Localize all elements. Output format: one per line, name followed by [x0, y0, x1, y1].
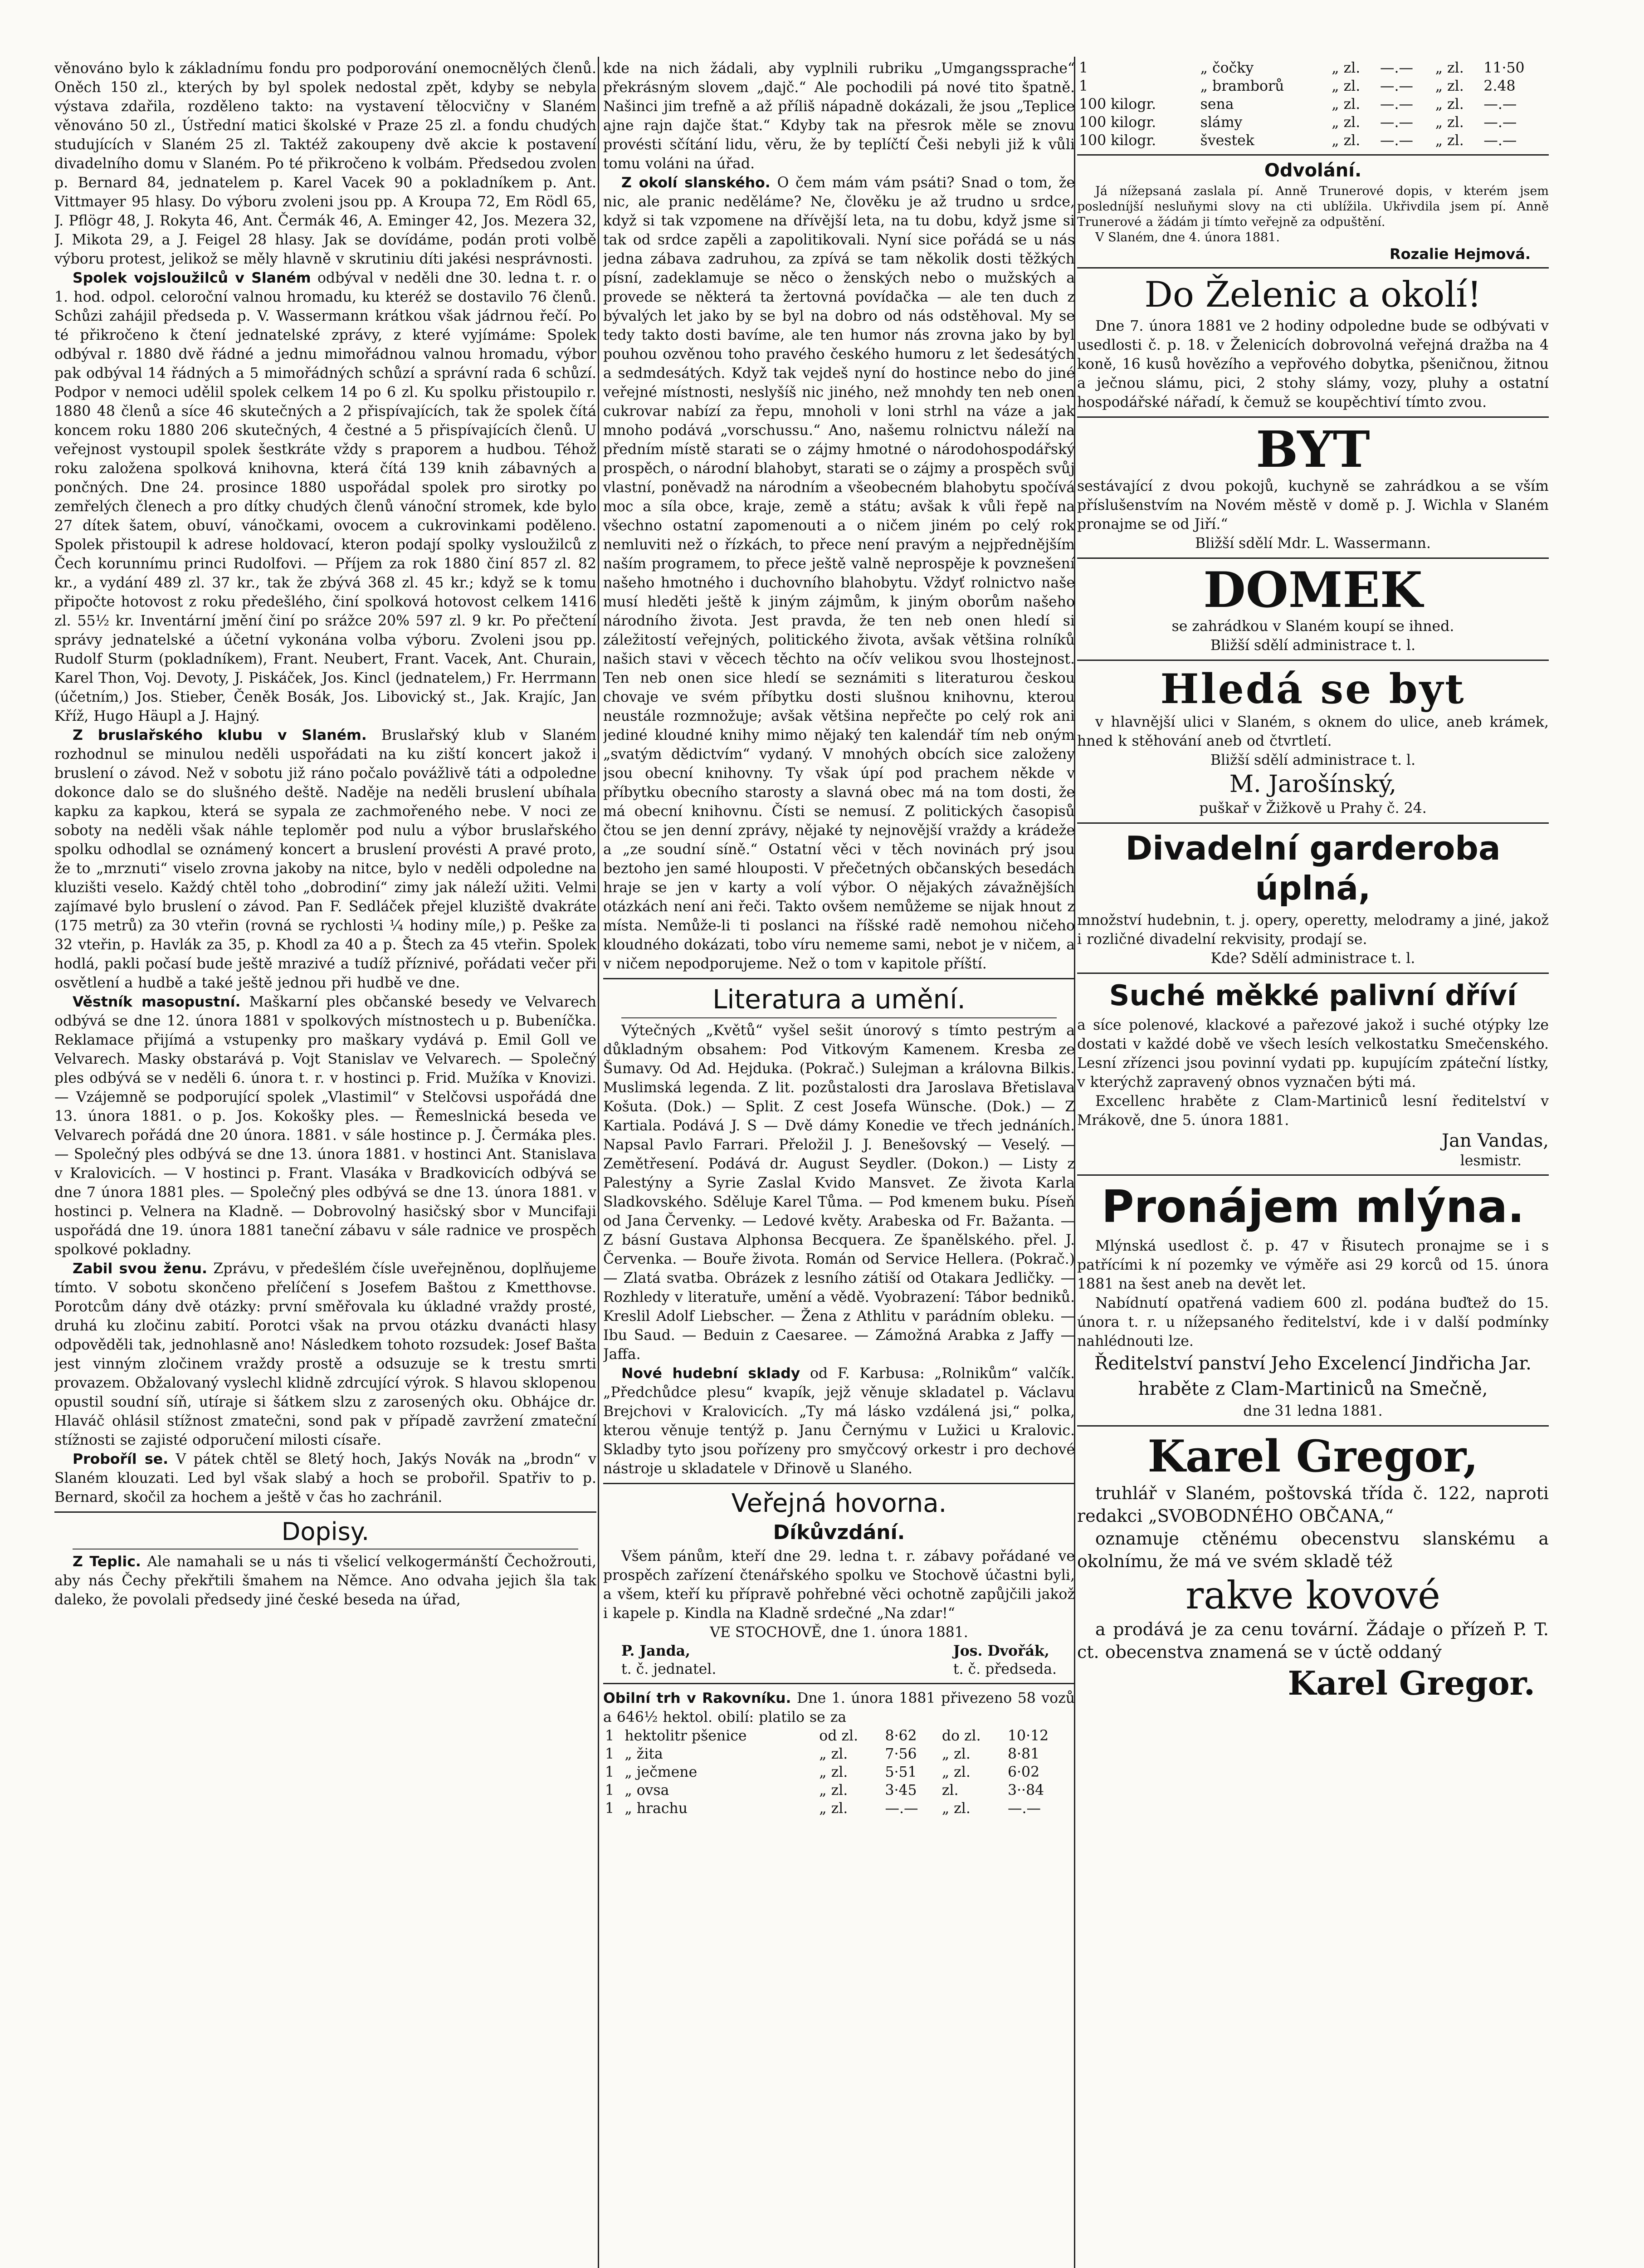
cell: „ bramborů [1200, 78, 1284, 94]
ad-gregor-heading: Karel Gregor, [1147, 1431, 1478, 1482]
article-music [603, 1364, 1075, 1478]
cell: hektolitr pšenice [624, 1728, 747, 1744]
ad-zelenice-body: Dne 7. února 1881 ve 2 hodiny odpoledne bude se odbývati v usedlosti č. p. 18. v Želenicích dobrovolná veřejná dražba na 4 koně, 16 kusů hovězího a vepřového dobytka, pšeničnou, žitnou a ječnou slámu, pici, 2 stohy slámy, vozy, pluhy a ostatní hospodářské nářadí, k čemuž se koupěchtiví tímto zvou. [1077, 318, 1549, 411]
article-teplice-cont: kde na nich žádali, aby vyplnili rubriku „Umgangssprache“ překrásným slovem „dajč.“ Ale pochodili pá nové tito špatně. Našinci jim trefně a až příliš nápadně dokázali, že jsou „Teplice ajne rajn dajče štat.“ Kdyby tak na přesrok měle se znovu provésti sčítání lidu, věru, že by teplíčtí Češi nebyli již k vůli tomu voláni na úřad. [603, 60, 1075, 172]
ad-seeking-contact: Bližší sdělí administrace t. l. [1210, 752, 1416, 768]
cell: 100 kilogr. [1079, 132, 1156, 149]
signer-2-role: t. č. předseda. [953, 1661, 1057, 1677]
article-murder-heading: Zabil svou ženu. [73, 1261, 207, 1277]
cell: „ zl. [819, 1764, 848, 1780]
cell: 2.48 [1483, 78, 1516, 94]
article-exhibition: věnováno bylo k základnímu fondu pro podporování onemocnělých členů. Oněch 150 zl., kterých by byl spolek nedostal zpět, kdyby se nebyla výstava zdařila, rozděleno takto: na vystavení tělocvičny v Slaném věnováno 50 zl., Ústřední matici školské v Praze 25 zl. a fondu chudých studujících v Slaném 25 zl. Taktéž zakoupeny dvě akcie k postavení divadelního domu v Slaném. Po té přikročeno k volbám. Předsedou zvolen p. Bernard 84, jednatelem p. Karel Vacek 90 a pokladníkem p. Ant. Vittmayer 95 hlasy. Do výboru zvoleni jsou pp. A Kroupa 72, Em Rödl 65, J. Pflögr 48, J. Rokyta 46, Ant. Čermák 46, A. Eminger 42, Jos. Mezera 32, J. Mikota 29, a J. Feigel 28 hlasy. Jak se dovídáme, podán proti volbě výboru protest, jelikož se měly hlavně v skrutiniu díti jakési nesprávnosti. [54, 60, 596, 267]
divider [1077, 557, 1549, 559]
ad-house-body: se zahrádkou v Slaném koupí se ihned. [1171, 618, 1454, 635]
table-row [603, 1727, 1075, 1745]
table-row [1077, 59, 1549, 77]
cell: 1 [605, 1728, 615, 1744]
cell: „ zl. [1435, 132, 1464, 149]
retraction-body: Já nížepsaná zaslala pí. Anně Trunerové dopis, v kterém jsem posledníjší nesluňymi slovy na cti ublížila. Ukřivdila jsem pí. Anně Trunerové a žádám ji tímto veřejně za odpuštění. [1077, 184, 1549, 229]
divider [1077, 1425, 1549, 1427]
article-veterans-body: odbýval v neděli dne 30. ledna t. r. o 1. hod. odpol. celoroční valnou hromadu, ku kteréž se dostavilo 76 členů. Schůzi zahájil předseda p. V. Wassermann krátkou však jádrnou řečí. Po té přikročeno k čtení jednatelské zprávy, z které vyjímáme: Spolek odbýval r. 1880 dvě řádné a jednu mimořádnou valnou hromadu, výbor pak odbýval 14 řádných a 5 mimořádných schůzí a správní rada 6 schůzí. Podpor v nemoci udělil spolek celkem 14 po 6 zl. Ku spolku přistoupilo r. 1880 48 členů a síce 46 skutečných a 2 přispívajících, tak že spolek čítá koncem roku 1880 206 skutečných, 4 čestné a 5 přispívajících členů. U veřejnost vystoupil spolek šestkráte vždy s praporem a hudbou. Téhož roku založena spolková knihovna, která čítá 139 knih zábavných a pončných. Dne 24. prosince 1880 uspořádal spolek pro sirotky po zemřelých členech a pro dítky chudých členů vánoční stromek, kde bylo 27 dítek šatem, obuví, vánočkami, ovocem a cukrovinkami poděleno. Spolek přistoupil k adrese holdovací, kteron podají spolky vysloužilců z Čech korunnímu princi Rudolfovi. — Příjem za rok 1880 činí 857 zl. 82 kr., a vydání 489 zl. 37 kr., tak že zbývá 368 zl. 45 kr.; když se k tomu připočte hotovost z roku předešlého, činí spolková hotovost celkem 1416 zl. 55½ kr. Inventární jmění činí po srážce 20% 597 zl. 9 kr. Po přečtení správy jednatelské a účetní vykonána volba výboru. Zvoleni jsou pp. Rudolf Sturm (pokladníkem), Frant. Neubert, Frant. Vacek, Ant. Churain, Karel Thon, Voj. Devoty, J. Piskáček, Jos. Kincl (jednatelem,) Fr. Herrmann (účetním,) Jos. Stieber, Čeněk Bosák, Jos. Libovický st., Jak. Krajíc, Jan Kříž, Hugo Häupl a J. Hajný. [54, 270, 596, 724]
ad-house-contact: Bližší sdělí administrace t. l. [1210, 637, 1416, 654]
divider [1077, 416, 1549, 418]
cell: 100 kilogr. [1079, 96, 1156, 112]
cell: „ zl. [1332, 132, 1361, 149]
column-1 [54, 59, 596, 2268]
article-music-body: od F. Karbusa: „Rolnikům“ valčík. „Předchůdce plesu“ kvapík, jejž věnuje skladatel p. Václavu Brejchovi v Kralovicích. „Ty má lásko vzdálená jsi,“ polka, kterou věnuje tentýž p. Janu Černýmu v Lužici u Kralovic. Skladby tyto jsou pořízeny pro smyčcový orkestr i pro dechové nástroje u skladatele v Dřinově u Slaného. [603, 1365, 1075, 1477]
divider [1077, 660, 1549, 661]
cell: 3·45 [885, 1782, 917, 1799]
cell: „ zl. [1435, 60, 1464, 76]
table-row [1077, 77, 1549, 95]
cell: „ čočky [1200, 60, 1254, 76]
divider [1077, 267, 1549, 269]
section-public-heading: Veřejná hovorna. [731, 1489, 947, 1518]
divider [1077, 1174, 1549, 1176]
ad-flat-contact: Bližší sdělí Mdr. L. Wassermann. [1195, 535, 1431, 552]
table-row [1077, 132, 1549, 150]
ad-firewood-heading: Suché měkké palivní dříví [1109, 979, 1517, 1012]
ad-mill-offers: Nabídnutí opatřená vadiem 600 zl. podána buďtež do 15. února t. r. u nížepsaného ředitelství, kde i v další podmínky nahlédnouti lze. [1077, 1295, 1549, 1349]
thanks-signatures [603, 1642, 1075, 1678]
cell: 100 kilogr. [1079, 114, 1156, 131]
article-teplice-body: Ale namahali se u nás ti všelicí velkogermánští Čechožrouti, aby nás Čechy překřtili šmahem na Němce. Ano odvaha jejich šla tak daleko, že povolali předsedy jiné české beseda na úřad, [54, 1554, 596, 1608]
cell: 1 [605, 1782, 615, 1799]
cell: —.— [1380, 60, 1413, 76]
divider [1077, 973, 1549, 974]
cell: —.— [1483, 96, 1517, 112]
cell: 1 [1079, 78, 1088, 94]
cell: „ zl. [1332, 78, 1361, 94]
article-region [603, 173, 1075, 973]
ad-gregor-offer: a prodává je za cenu tovární. Žádaje o přízeň P. T. ct. obecenstva znamená se v úctě oddaný [1077, 1619, 1549, 1662]
article-region-body: O čem mám vám psáti? Snad o tom, že nic, ale pranic neděláme? Ne, člověku je až trudno u srdce, když si tak vzpomene na dřívější leta, na tu dobu, když jsme si tak od srdce zapěli a zapolitikovali. Nyní sice pořádá se u nás jedna zábava zadruhou, za zpívá se tam několik dosti těžkých písní, zadeklamuje se něco o ženských nebo o mužských a provede se některá ta žertovná povídačka — ale ten duch z bývalých let jako by se byl na dobro od nás odstěhoval. My se tedy takto dosti bavíme, ale ten humor nás zrovna jako by byl pouhou ozvěnou toho pravého českého humoru z let šedesátých a sedmdesátých. Když tak vejdeš nyní do hostince nebo do jiné veřejné místnosti, neslyšíš nic jiného, než mnohdy ten neb onen cukrovar nabízí za řepu, mnoholi v loni strhl na váze a jak mnoho podává „vorschussu.“ Ano, našemu rolnictvu náleží na předním místě starati se o zájmy hmotné o národohospodářský prospěch, o národní blahobyt, starati se o zájmy a prospěch svůj vlastní, poněvadž na národním a všeobecném blahobytu spočívá moc a síla obce, kraje, země a státu; avšak k vůli řepě na všechno ostatní zapomenouti a o ničem jiném po celý rok nemluviti než o řízkách, to přece není pravým a nejpřednějším naším programem, to přece ještě valně neprospěje k povznešení našeho hmotného i duchovního blahobytu. Vždyť rolnictvo naše musí hleděti ještě k jiným zájmům, k jiným oborům našeho národního života. Jest pravda, že ten neb onen hledí si záležitostí veřejných, politického života, avšak většina rolníků našich stavi v věcech těchto na očív velikou svou lhostejnost. Ten neb onen sice hledí se seznámiti s literaturou českou chovaje ve svém příbytku dosti slušnou knihovnu, kterou neustále rozmnožuje; avšak většina nepřečte po celý rok ani jediné kloudné knihy mimo nějaký ten kalendář tím neb oným „svatým dědictvím“ vydaný. V mnohých obcích sice založeny jsou obecní knihovny. Ty však úpí pod prachem někde v příbytku obecního starosty a slavná obec má na tom dosti, že má obecní knihovnu. Čísti se nemusí. Z politických časopisů čtou se jen denní zprávy, nějaké ty nejnovější vraždy a krádeže a „ze soudní síně.“ Ostatní věci v těch novinách prý jsou beztoho jen samé hlouposti. V přečetných občanských besedách hraje se jen v karty a volí výbor. O nějakých závažnějších otázkách není ani řeči. Takto ovšem nemůžeme se nijak hnout z místa. Nemůže-li ti poslanci na říšské radě nemohou ničeho kloudného dokázati, tobo víru nememe sami, nebot je v ničem, a v ničem nepodporujeme. Než o tom v kapitole příští. [603, 175, 1075, 972]
ad-seeking-name: M. Jarošínský, [1229, 771, 1397, 798]
ad-wardrobe-body: množství hudebnin, t. j. opery, operetty, melodramy a jiné, jakož i rozličné divadelní rekvisity, prodají se. [1077, 912, 1549, 948]
cell: „ zl. [1435, 114, 1464, 131]
cell: „ žita [624, 1746, 663, 1762]
ad-flat-body: sestávající z dvou pokojů, kuchyně se zahrádkou a se vším příslušenstvím na Novém městě v domě p. J. Wichla v Slaném pronajme se od Jiří.“ [1077, 478, 1549, 533]
market-heading: Obilní trh v Rakovníku. [603, 1690, 791, 1706]
article-ice-heading: Proboříl se. [73, 1451, 169, 1467]
cell: „ zl. [942, 1800, 971, 1817]
section-letters-heading: Dopisy. [281, 1517, 370, 1546]
divider [1077, 822, 1549, 824]
article-skating-body: Bruslařský klub v Slaném rozhodnul se minulou neděli uspořádati na ku ziští koncert jakož i bruslení o závod. Než v sobotu již ráno počalo povážlivě táti a odpoledne dokonce dalo se do slušného deště. Naděje na neděli bruslení ubíhala kapku za kapkou, která se sypala ze zachmořeného nebe. V noci ze soboty na neděli však náhle teploměr pod nulu a výbor bruslařského spolku odhodlal se oznámený koncert a bruslení provésti A pravé proto, že to „mrznuti“ viselo zrovna jakoby na nitce, bylo v neděli odpoledne na kluzišti veselo. Každý chtěl toho „dobrodiní“ zimy jak náleží užiti. Velmi zajímavé bylo bruslení o závod. Pan F. Sedláček přejel kluziště dvakráte (175 metrů) za 30 vteřin (rovná se rychlosti ¼ hodiny míle,) p. Peške za 32 vteřin, p. Havlák za 35, p. Khodl za 40 a p. Štech za 45 vteřin. Spolek hodlá, pakli počasí bude ještě mrazivé a tudíž příznivé, pořádati večer při osvětlení a hudbě a také ještě jednou při hudbě ve dne. [54, 727, 596, 991]
article-veterans [54, 269, 596, 726]
ad-mill-date: dne 31 ledna 1881. [1243, 1403, 1383, 1419]
article-skating-heading: Z bruslařského klubu v Slaném. [73, 727, 367, 743]
cell: „ zl. [1332, 96, 1361, 112]
cell: —.— [885, 1800, 918, 1817]
thanks-place: VE STOCHOVĚ, dne 1. února 1881. [710, 1624, 968, 1641]
cell: „ zl. [1332, 60, 1361, 76]
cell: „ hrachu [624, 1800, 688, 1817]
table-row [1077, 113, 1549, 132]
ad-house-heading: DOMEK [1203, 562, 1423, 619]
cell: 6·02 [1008, 1764, 1040, 1780]
ad-gregor-address: truhlář v Slaném, poštovská třída č. 122, naproti redakci „SVOBODNÉHO OBČANA,“ [1077, 1483, 1549, 1526]
ad-firewood-role: lesmistr. [1460, 1153, 1522, 1169]
ad-seeking-body: v hlavnější ulici v Slaném, s oknem do ulice, aneb krámek, hned k stěhování aneb od čtvrtletí. [1077, 714, 1549, 749]
cell: 7·56 [885, 1746, 917, 1762]
cell: 1 [605, 1764, 615, 1780]
market-intro-text: Dne 1. února 1881 přivezeno 58 vozů a 646½ hektol. obilí: platilo se za [603, 1690, 1075, 1725]
article-ice-body: V pátek chtěl se 8letý hoch, Jakýs Novák na „brodn“ v Slaném klouzati. Led byl však slabý a hoch se probořil. Spatřiv to p. Bernard, skočil za hochem a ještě v čas ho zachránil. [54, 1451, 596, 1505]
cell: 8·62 [885, 1728, 917, 1744]
divider [603, 1483, 1075, 1484]
cell: „ ječmene [624, 1764, 698, 1780]
cell: „ zl. [819, 1746, 848, 1762]
retraction-date: V Slaném, dne 4. února 1881. [1095, 230, 1280, 244]
retraction-signature: Rozalie Hejmová. [1389, 245, 1531, 263]
article-teplice-heading: Z Teplic. [73, 1554, 141, 1570]
market-intro [603, 1689, 1075, 1727]
cell: 5·51 [885, 1764, 917, 1780]
retraction-heading: Odvolání. [1264, 160, 1362, 181]
thanks-body: Všem pánům, kteří dne 29. ledna t. r. zábavy pořádané ve prospěch zařízení čtenářského spolku ve Stochově účastni byli, a všem, kteří ku přípravě pohřebné věci ochotně zapůjčili jakož i kapele p. Kindla na Kladně srdečné „Na zdar!“ [603, 1548, 1075, 1622]
cell: —.— [1008, 1800, 1041, 1817]
cell: 10·12 [1008, 1728, 1049, 1744]
divider [603, 1683, 1075, 1684]
ad-flat-heading: BYT [1256, 420, 1370, 479]
article-skating [54, 726, 596, 992]
thanks-heading: Díkůvzdání. [773, 1521, 905, 1544]
article-ice [54, 1450, 596, 1507]
column-2 [603, 59, 1075, 2268]
market-table [603, 1727, 1075, 1818]
ad-firewood-body: a síce polenové, klackové a pařezové jakož i suché otýpky lze dostati v každé době ve všech lesích velkostatku Smečenského. Lesní zřízenci jsou povinní vydati pp. kupujícím zpáteční lístky, v kterýchž zapravený obnos vyznačen býti má. [1077, 1017, 1549, 1090]
ad-mill-signer: Ředitelství panství Jeho Excelencí Jindřicha Jar. hraběte z Clam-Martiniců na Smečně, [1094, 1353, 1532, 1399]
article-murder-body: Zprávu, v předešlém čísle uveřejněnou, doplňujeme tímto. V sobotu skončeno přelíčení s Josefem Baštou z Kmetthovse. Porotcům dány dvě otázky: první směřovala ku úkladné vraždy prosté, druhá ku zločinu zabití. Porotci však na prvou otázku dvanácti hlasy odpověděli tak, jednohlasně ano! Následkem tohoto rozsudek: Josef Bašta jest vinným zločinem vraždy prostě a odsuzuje se k trestu smrti provazem. Obžalovaný vyslechl klidně zdrcující výrok. S hlavou sklopenou opustil soudní síň, utíraje si šátkem slzu z zarosených oku. Obhájce dr. Hlaváč ohlásil stížnost zmatečni, sond pak v případě zavržení zmateční stížnosti se zajisté odporučení milosti císaře. [54, 1261, 596, 1448]
market-table-cont [1077, 59, 1549, 150]
cell: 11·50 [1483, 60, 1525, 76]
section-literature-heading: Literatura a umění. [712, 984, 966, 1015]
cell: 1 [1079, 60, 1088, 76]
ad-seeking-heading: Hledá se byt [1160, 665, 1466, 713]
table-row [603, 1799, 1075, 1818]
cell: od zl. [819, 1728, 859, 1744]
cell: —.— [1380, 96, 1413, 112]
cell: —.— [1380, 78, 1413, 94]
cell: —.— [1380, 114, 1413, 131]
article-veterans-heading: Spolek vojsloužilců v Slaném [73, 270, 311, 286]
column-rule-1 [598, 57, 599, 2268]
divider [1077, 154, 1549, 156]
article-carnival-body: Maškarní ples občanské besedy ve Velvarech odbývá se dne 12. února 1881 v spolkových místnostech u p. Bubeníčka. Reklamace přijímá a vstupenky pro maškary vydává p. Emil Goll ve Velvarech. Masky obstarává p. Vojt Stanislav ve Velvarech. — Společný ples odbývá se v neděli 6. února t. r. v hostinci p. Frid. Mužíka v Knovizi. — Vzájemně se podporující spolek „Vlastimil“ v Stelčovsi uspořádá dne 13. února 1881. o p. Jos. Kokošky ples. — Řemeslnická beseda ve Velvarech pořádá dne 20 února. 1881. v sále hostince p. J. Čermáka ples. — Společný ples odbývá se dne 13. února 1881. v hostinci Ant. Stanislava v Kralovicích. — V hostinci p. Frant. Vlasáka v Bradkovicích odbývá se dne 7 února 1881 ples. — Společný ples odbývá se dne 13. února 1881. v hostinci p. Velnera na Kladně. — Dobrovolný hasičský sbor v Muncifaji uspořádá dne 19. února 1881 taneční zábavu v sále radnice ve prospěch spolkové pokladny. [54, 994, 596, 1258]
cell: švestek [1200, 132, 1254, 149]
ad-gregor-body: oznamuje ctěnému obecenstvu slanskému a okolnímu, že má ve svém skladě též [1077, 1529, 1549, 1571]
cell: 8·81 [1008, 1746, 1040, 1762]
cell: —.— [1483, 132, 1517, 149]
ad-gregor-coffins: rakve kovové [1185, 1573, 1440, 1618]
cell: „ ovsa [624, 1782, 669, 1799]
ad-zelenice-heading: Do Želenic a okolí! [1144, 274, 1482, 315]
cell: do zl. [942, 1728, 981, 1744]
article-murder [54, 1259, 596, 1450]
ad-wardrobe-contact: Kde? Sdělí administrace t. l. [1210, 950, 1415, 967]
cell: „ zl. [819, 1800, 848, 1817]
ad-mill-body: Mlýnská usedlost č. p. 47 v Řisutech pronajme se i s patřícími k ní pozemky ve výměře asi 29 korců od 15. února 1881 na šest aneb na devět let. [1077, 1238, 1549, 1292]
cell: 1 [605, 1746, 615, 1762]
cell: „ zl. [1332, 114, 1361, 131]
cell: 1 [605, 1800, 615, 1817]
cell: „ zl. [1435, 78, 1464, 94]
cell: sena [1200, 96, 1234, 112]
cell: „ zl. [819, 1782, 848, 1799]
table-row [603, 1781, 1075, 1799]
article-music-heading: Nové hudební sklady [621, 1365, 800, 1382]
table-row [603, 1763, 1075, 1781]
article-teplice [54, 1552, 596, 1609]
ad-seeking-role: puškař v Žižkově u Prahy č. 24. [1199, 800, 1427, 816]
article-kvety: Výtečných „Květů“ vyšel sešit únorový s tímto pestrým a důkladným obsahem: Pod Vitkovým Kamenem. Kresba ze Šumavy. Od Ad. Hejduka. (Pokrač.) Sulejman a královna Bilkis. Muslimská legenda. Z lit. pozůstalosti dra Jaroslava Břetislava Košuta. (Dok.) — Split. Z cest Josefa Wünsche. (Dok.) — Z Kartiala. Podává J. S — Dvě dámy Konedie ve třech jednáních. Napsal Pavlo Farrari. Přeložil J. J. Benešovský — Veselý. — Zemětřesení. Podává dr. August Seydler. (Dokon.) — Listy z Palestýny a Syrie Zaslal Kvido Mansvet. Ze života Karla Sladkovského. Sděluje Karel Tůma. — Pod kmenem buku. Píseň od Jana Červenky. — Ledové květy. Arabeska od Fr. Bažanta. — Z básní Gustava Alphonsa Becquera. Ze španělského. přel. J. Červenka. — Bouře života. Román od Service Hellera. (Pokrač.) — Zlatá svatba. Obrázek z lesního zátiší od Otakara Jedličky. — Rozhledy v literatuře, umění a vědě. Vyobrazení: Tábor bedniků. Kreslil Adolf Liebscher. — Žena z Athlitu v parádním obleku. — Ibu Saud. — Beduin z Caesaree. — Zámožná Arabka z Jaffy — Jaffa. [603, 1022, 1075, 1363]
ad-firewood-office: Excellenc hraběte z Clam-Martiniců lesní ředitelství v Mrákově, dne 5. února 1881. [1077, 1093, 1549, 1129]
divider [603, 978, 1075, 979]
divider [621, 1017, 1057, 1018]
cell: slámy [1200, 114, 1243, 131]
cell: „ zl. [942, 1746, 971, 1762]
ad-gregor-signature: Karel Gregor. [1288, 1664, 1535, 1702]
divider [54, 1511, 596, 1513]
cell: „ zl. [1435, 96, 1464, 112]
article-region-heading: Z okolí slanského. [621, 175, 771, 191]
ad-mill-heading: Pronájem mlýna. [1101, 1181, 1525, 1233]
cell: —.— [1380, 132, 1413, 149]
table-row [603, 1745, 1075, 1763]
article-carnival-heading: Věstník masopustní. [73, 994, 241, 1010]
column-3 [1077, 59, 1549, 2268]
signer-2-name: Jos. Dvořák, [953, 1642, 1049, 1659]
article-carnival [54, 992, 596, 1259]
cell: zl. [942, 1782, 959, 1799]
cell: 3··84 [1008, 1782, 1044, 1799]
ad-wardrobe-heading: Divadelní garderoba úplná, [1125, 829, 1501, 907]
signer-1-name: P. Janda, [621, 1642, 691, 1659]
cell: „ zl. [942, 1764, 971, 1780]
signer-1-role: t. č. jednatel. [621, 1661, 717, 1677]
table-row [1077, 95, 1549, 113]
ad-firewood-signer: Jan Vandas, [1442, 1130, 1549, 1151]
cell: —.— [1483, 114, 1517, 131]
